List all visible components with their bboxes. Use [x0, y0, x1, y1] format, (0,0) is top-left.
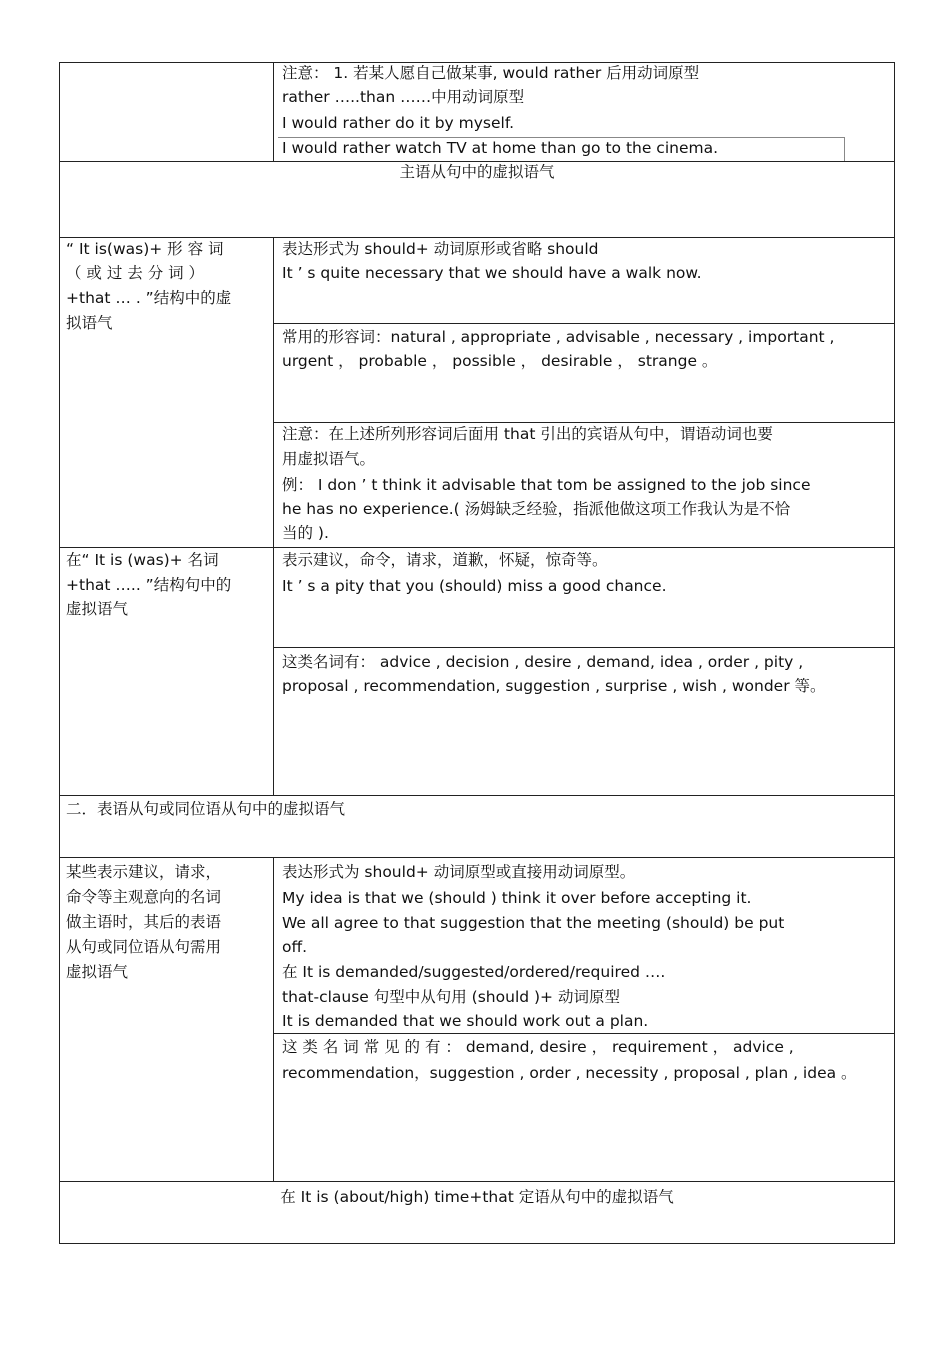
example-sentence: off.	[282, 938, 308, 956]
column-divider	[273, 62, 274, 162]
form-description: 表示建议，命令，请求，道歉，怀疑，惊奇等。	[282, 551, 608, 569]
left-cell-label: 虚拟语气	[66, 963, 129, 981]
example-sentence: We all agree to that suggestion that the meeting (should) be put	[282, 914, 785, 932]
left-cell-label: 在“ It is (was)+ 名词	[66, 551, 219, 569]
example-box-right	[844, 137, 845, 161]
noun-list: proposal , recommendation, suggestion , surprise , wish , wonder 等。	[282, 677, 826, 695]
example-sentence: I would rather do it by myself.	[282, 114, 515, 132]
left-cell-label: 某些表示建议，请求，	[66, 863, 222, 881]
table-rule	[59, 795, 895, 796]
usage-note: 用虚拟语气。	[282, 450, 376, 468]
example-sentence: It is demanded that we should work out a plan.	[282, 1012, 649, 1030]
example-sentence: It ’ s quite necessary that we should have a walk now.	[282, 264, 702, 282]
noun-list: recommendation，suggestion , order , necessity , proposal , plan , idea 。	[282, 1064, 857, 1082]
column-divider	[273, 237, 274, 796]
pattern-description: 在 It is demanded/suggested/ordered/required ….	[282, 963, 666, 981]
section-heading: 在 It is (about/high) time+that 定语从句中的虚拟语气	[280, 1188, 674, 1206]
usage-note: 注意：在上述所列形容词后面用 that 引出的宾语从句中，谓语动词也要	[282, 425, 773, 443]
form-description: 表达形式为 should+ 动词原形或省略 should	[282, 240, 599, 258]
left-cell-label: 命令等主观意向的名词	[66, 888, 222, 906]
section-heading: 主语从句中的虚拟语气	[399, 163, 555, 181]
table-rule	[59, 1181, 895, 1182]
section-heading: 二．表语从句或同位语从句中的虚拟语气	[66, 800, 346, 818]
table-rule	[59, 857, 895, 858]
left-cell-label: +that ….. ”结构句中的	[66, 576, 232, 594]
example-sentence: My idea is that we (should ) think it over before accepting it.	[282, 889, 752, 907]
example-sentence: It ’ s a pity that you (should) miss a good chance.	[282, 577, 667, 595]
left-cell-label: 从句或同位语从句需用	[66, 938, 222, 956]
noun-list: 这 类 名 词 常 见 的 有 ： demand, desire ， requirement ， advice ,	[282, 1038, 794, 1056]
left-cell-label: 拟语气	[66, 314, 113, 332]
left-cell-label: 虚拟语气	[66, 600, 129, 618]
pattern-description: that-clause 句型中从句用 (should )+ 动词原型	[282, 988, 620, 1006]
left-cell-label: 做主语时，其后的表语	[66, 913, 222, 931]
table-rule	[273, 647, 895, 648]
adjective-list: urgent ， probable ， possible ， desirable ， strange 。	[282, 352, 718, 370]
table-border-bottom	[59, 1243, 895, 1244]
noun-list: 这类名词有： advice , decision , desire , demand, idea , order , pity ,	[282, 653, 804, 671]
table-border-right	[894, 62, 895, 1244]
form-description: 表达形式为 should+ 动词原型或直接用动词原型。	[282, 863, 636, 881]
table-border-left	[59, 62, 60, 1244]
adjective-list: 常用的形容词：natural , appropriate , advisable , necessary , important ,	[282, 328, 835, 346]
example-sentence: 例： I don ’ t think it advisable that tom be assigned to the job since	[282, 476, 811, 494]
left-cell-label: +that … . ”结构中的虚	[66, 289, 232, 307]
table-rule	[273, 323, 895, 324]
note-would-rather: 注意： 1. 若某人愿自己做某事, would rather 后用动词原型	[282, 64, 700, 82]
example-sentence: 当的 ).	[282, 524, 329, 542]
example-sentence: I would rather watch TV at home than go to the cinema.	[282, 139, 719, 157]
example-sentence: he has no experience.( 汤姆缺乏经验，指派他做这项工作我认为是不恰	[282, 500, 791, 518]
left-cell-label: “ It is(was)+ 形 容 词	[66, 240, 224, 258]
column-divider	[273, 857, 274, 1182]
note-rather-than: rather …..than ……中用动词原型	[282, 88, 525, 106]
left-cell-label: （ 或 过 去 分 词 ）	[66, 264, 205, 282]
